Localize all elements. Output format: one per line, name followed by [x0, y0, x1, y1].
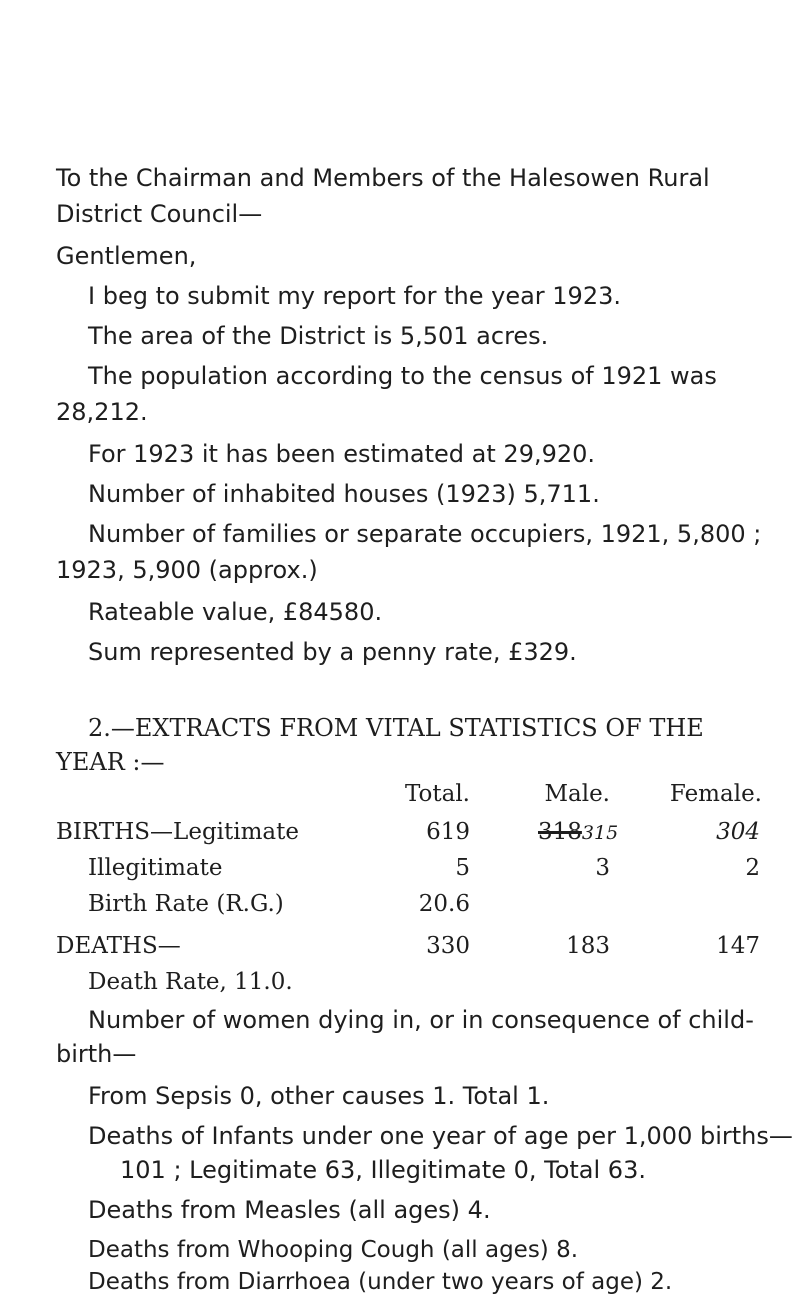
- col-header-total: Total.: [404, 781, 470, 807]
- diarrhoea-note: Deaths from Diarrhoea (under two years of age) 2.: [88, 1269, 673, 1295]
- section-heading-line-2: YEAR :—: [56, 748, 165, 776]
- measles-note: Deaths from Measles (all ages) 4.: [88, 1196, 491, 1224]
- birth-rate-total: 20.6: [418, 891, 470, 917]
- illegitimate-female: 2: [745, 855, 760, 881]
- address-line-2: District Council—: [56, 200, 263, 228]
- col-header-female: Female.: [669, 781, 762, 807]
- population-estimate: For 1923 it has been estimated at 29,920.: [88, 440, 596, 468]
- births-male-struck: 318: [538, 819, 582, 845]
- row-label-deaths: DEATHS—: [56, 933, 181, 959]
- report-intro: I beg to submit my report for the year 1923.: [88, 282, 621, 310]
- births-total: 619: [426, 819, 470, 845]
- illegitimate-total: 5: [455, 855, 470, 881]
- row-label-illegitimate: Illegitimate: [88, 855, 223, 881]
- inhabited-houses: Number of inhabited houses (1923) 5,711.: [88, 480, 600, 508]
- population-line-1: The population according to the census of 1921 was: [88, 362, 717, 390]
- births-male-handwritten: 315: [581, 822, 619, 844]
- section-heading-line-1: 2.—EXTRACTS FROM VITAL STATISTICS OF THE: [88, 714, 704, 742]
- whooping-note: Deaths from Whooping Cough (all ages) 8.: [88, 1237, 579, 1263]
- area-statement: The area of the District is 5,501 acres.: [88, 322, 549, 350]
- address-line-1: [56, 164, 758, 192]
- deaths-total: 330: [426, 933, 470, 959]
- illegitimate-male: 3: [595, 855, 610, 881]
- sepsis-note: From Sepsis 0, other causes 1. Total 1.: [88, 1082, 550, 1110]
- births-male: [538, 818, 618, 847]
- families-line-1: Number of families or separate occupiers, 1921, 5,800 ;: [88, 520, 762, 548]
- row-label-death-rate: Death Rate, 11.0.: [88, 969, 293, 995]
- families-line-2: 1923, 5,900 (approx.): [56, 556, 318, 584]
- deaths-male: 183: [566, 933, 610, 959]
- births-female: 304: [716, 819, 760, 845]
- women-line-1: Number of women dying in, or in consequence of child-: [88, 1006, 754, 1034]
- infants-line-1: Deaths of Infants under one year of age per 1,000 births—: [88, 1122, 793, 1150]
- salutation: Gentlemen,: [56, 242, 197, 270]
- penny-rate: Sum represented by a penny rate, £329.: [88, 638, 577, 666]
- row-label-birth-rate: Birth Rate (R.G.): [88, 891, 284, 917]
- row-label-births-legitimate: BIRTHS—Legitimate: [56, 819, 299, 845]
- rateable-value: Rateable value, £84580.: [88, 598, 383, 626]
- address-text: To the Chairman and Members of the Halesowen Rural: [56, 164, 710, 192]
- women-line-2: birth—: [56, 1040, 137, 1068]
- infants-line-2: 101 ; Legitimate 63, Illegitimate 0, Total 63.: [120, 1156, 646, 1184]
- col-header-male: Male.: [544, 781, 610, 807]
- population-line-2: 28,212.: [56, 398, 148, 426]
- deaths-female: 147: [716, 933, 760, 959]
